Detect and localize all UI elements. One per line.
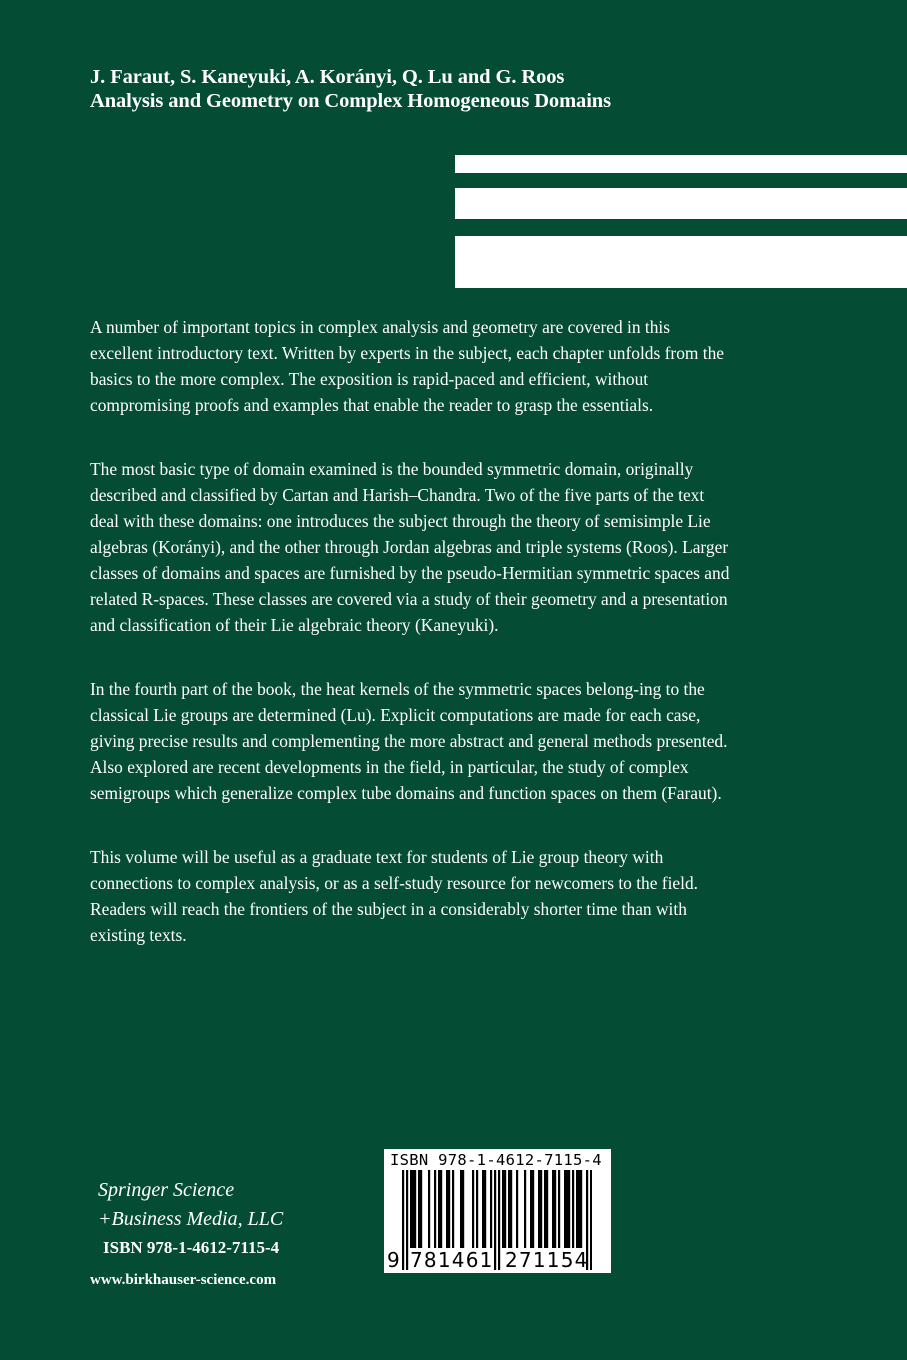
- barcode-bar: [448, 1170, 450, 1248]
- barcode-digits-left: 781461: [410, 1248, 494, 1272]
- barcode-bar: [472, 1170, 474, 1248]
- decorative-bar-2: [455, 188, 907, 219]
- barcode-bar: [558, 1170, 560, 1248]
- barcode-digit-first: 9: [387, 1248, 401, 1272]
- barcode-bar: [530, 1170, 532, 1248]
- barcode-bar: [516, 1170, 518, 1248]
- decorative-bar-3: [455, 236, 907, 288]
- barcode-bar: [580, 1170, 582, 1248]
- barcode-bar: [532, 1170, 534, 1248]
- barcode-bar: [490, 1170, 492, 1248]
- barcode-bar: [510, 1170, 512, 1248]
- description-paragraph-1: A number of important topics in complex analysis and geometry are covered in this excellent introductory text. Written by experts in the subject, each chapter unfolds from the basics to the more complex. The exposition is rapid-paced and efficient, without compromising proofs and examples that enable the reader to grasp the essentials.: [90, 317, 725, 415]
- barcode-bar: [420, 1170, 422, 1248]
- barcode-bar: [502, 1170, 504, 1248]
- barcode-bar: [460, 1170, 462, 1248]
- author-names: J. Faraut, S. Kaneyuki, A. Korányi, Q. Lu and G. Roos: [90, 66, 565, 88]
- barcode-bar: [578, 1170, 580, 1248]
- barcode-bar: [438, 1170, 440, 1248]
- barcode-bar: [412, 1170, 414, 1248]
- barcode-bar: [524, 1170, 526, 1248]
- barcode-guard-bar: [590, 1170, 592, 1270]
- barcode-isbn-text: ISBN 978-1-4612-7115-4: [390, 1151, 602, 1169]
- description-paragraph-4: This volume will be useful as a graduate text for students of Lie group theory with connections to complex analysis, or as a self-study resource for newcomers to the field. Readers will reach the frontiers of the subject in a considerably shorter time than with existing texts.: [90, 847, 699, 945]
- barcode-bar: [576, 1170, 578, 1248]
- publisher-name-line-1: Springer Science: [98, 1179, 235, 1201]
- barcode-bar: [568, 1170, 570, 1248]
- publisher-name-line-2: +Business Media, LLC: [98, 1208, 284, 1230]
- barcode-bar: [538, 1170, 540, 1248]
- description-paragraph-3: In the fourth part of the book, the heat kernels of the symmetric spaces belong-ing to the classical Lie groups are determined (Lu). Explicit computations are made for each case, giving precise results and complementing the more abstract and general methods presented. Also explored are recent developments in the field, in particular, the study of complex semigroups which generalize complex tube domains and function spaces on them (Faraut).: [90, 679, 728, 803]
- barcode-bar: [434, 1170, 436, 1248]
- barcode-bar: [446, 1170, 448, 1248]
- barcode-bar: [452, 1170, 454, 1248]
- barcode-guard-bar: [402, 1170, 404, 1270]
- barcode-bar: [462, 1170, 464, 1248]
- barcode-bar: [552, 1170, 554, 1248]
- barcode-bar: [508, 1170, 510, 1248]
- barcode-bar: [418, 1170, 420, 1248]
- barcode-bar: [482, 1170, 484, 1248]
- barcode-guard-bar: [498, 1170, 500, 1270]
- barcode-guard-bar: [406, 1170, 408, 1270]
- barcode-bar: [554, 1170, 556, 1248]
- barcode-bar: [410, 1170, 412, 1248]
- barcode-digits-right: 271154: [505, 1248, 589, 1272]
- barcode-bar: [546, 1170, 548, 1248]
- barcode-label: [384, 1149, 611, 1273]
- publisher-isbn: ISBN 978-1-4612-7115-4: [103, 1238, 280, 1257]
- description-paragraph-2: The most basic type of domain examined is the bounded symmetric domain, originally described and classified by Cartan and Harish–Chandra. Two of the five parts of the text deal with these domains: one introduces the subject through the theory of semisimple Lie algebras (Korányi), and the other through Jordan algebras and triple systems (Roos). Larger classes of domains and spaces are furnished by the pseudo-Hermitian symmetric spaces and related R-spaces. These classes are covered via a study of their geometry and a presentation and classification of their Lie algebraic theory (Kaneyuki).: [90, 459, 730, 635]
- decorative-bar-1: [455, 155, 907, 173]
- barcode-bar: [476, 1170, 478, 1248]
- barcode-bar: [572, 1170, 574, 1248]
- barcode-guard-bar: [494, 1170, 496, 1270]
- barcode-bar: [440, 1170, 442, 1248]
- barcode-bar: [544, 1170, 546, 1248]
- barcode-bar: [564, 1170, 566, 1248]
- barcode-bar: [484, 1170, 486, 1248]
- book-title: Analysis and Geometry on Complex Homogeneous Domains: [90, 90, 611, 112]
- publisher-url: www.birkhauser-science.com: [90, 1272, 277, 1288]
- barcode-bar: [428, 1170, 430, 1248]
- barcode-bar: [504, 1170, 506, 1248]
- barcode-bar: [566, 1170, 568, 1248]
- barcode-bar: [540, 1170, 542, 1248]
- barcode-bar: [414, 1170, 416, 1248]
